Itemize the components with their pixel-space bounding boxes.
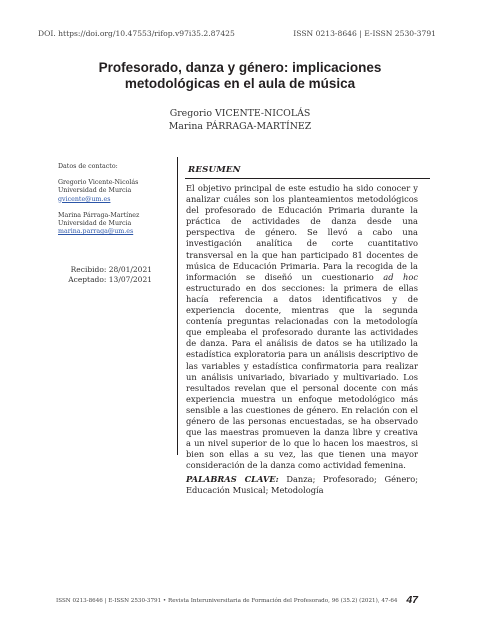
footer-citation: ISSN 0213-8646 | E-ISSN 2530-3791 • Revista Interuniversitaria de Formación del Profesorado, 96 (35.2) (2021), 47-64 [56, 598, 398, 604]
contact-block [58, 212, 163, 237]
contact-affiliation: Universidad de Murcia [58, 187, 132, 195]
abstract-text [186, 183, 418, 471]
accepted-date: Aceptado: 13/07/2021 [68, 274, 152, 284]
submission-dates [60, 265, 152, 284]
contact-name: Marina Párraga-Martínez [58, 211, 140, 219]
doi-link[interactable]: DOI. https://doi.org/10.47553/rifop.v97i35.2.87425 [38, 29, 235, 38]
contact-affiliation: Universidad de Murcia [58, 220, 132, 228]
page-number: 47 [406, 594, 418, 606]
abstract-heading: RESUMEN [188, 165, 241, 175]
heading-rule [185, 178, 430, 179]
article-title: Profesorado, danza y género: implicaciones metodológicas en el aula de música [98, 60, 382, 91]
contact-name: Gregorio Vicente-Nicolás [58, 179, 139, 187]
keywords-text: Danza; Profesorado; Género; Educación Musical; Metodología [186, 474, 418, 496]
keywords [186, 474, 418, 496]
issn-header: ISSN 0213-8646 | E-ISSN 2530-3791 [293, 29, 436, 38]
author-list [60, 107, 420, 133]
contact-heading: Datos de contacto: [58, 163, 118, 170]
abstract-italic: ad hoc [383, 271, 418, 282]
contact-sidebar [58, 163, 163, 244]
contact-email-link[interactable]: gvicente@um.es [58, 195, 111, 203]
abstract-part: El objetivo principal de este estudio ha sido conocer y analizar cuáles son los planteamientos metodológicos del profesorado de Educación Primaria durante la práctica de actividades de danza desde una perspectiva de género. Se llevó a cabo una investigación analítica de corte cuantitativo transversal en la que han participado 81 docentes de música de Educación Primaria. Para la recogida de la información se diseñó un cuestionario [186, 183, 418, 282]
contact-email-link[interactable]: marina.parraga@um.es [58, 228, 134, 236]
column-divider [177, 157, 178, 455]
received-date: Recibido: 28/01/2021 [70, 265, 152, 274]
author-name: Gregorio VICENTE-NICOLÁS [169, 108, 311, 119]
contact-block [58, 179, 163, 204]
author-name: Marina PÁRRAGA-MARTÍNEZ [168, 121, 312, 132]
abstract-part: estructurado en dos secciones: la primera de ellas hacía referencia a datos identificativos y de experiencia docente, mientras que la segunda contenía preguntas relacionadas con la metodología que empleaba el profesorado durante las actividades de danza. Para el análisis de datos se ha utilizado la estadística exploratoria para un análisis descriptivo de las variables y estadística confirmatoria para realizar un análisis univariado, bivariado y multivariado. Los resultados revelan que el personal docente con más experiencia muestra un enfoque metodológico más sensible a las cuestiones de género. En relación con el género de las personas encuestadas, se ha observado que las maestras promueven la danza libre y creativa a un nivel superior de lo que lo hacen los maestros, si bien son ellas a su vez, las que tienen una mayor consideración de la danza como actividad femenina. [186, 282, 418, 471]
keywords-label: PALABRAS CLAVE: [186, 474, 279, 484]
